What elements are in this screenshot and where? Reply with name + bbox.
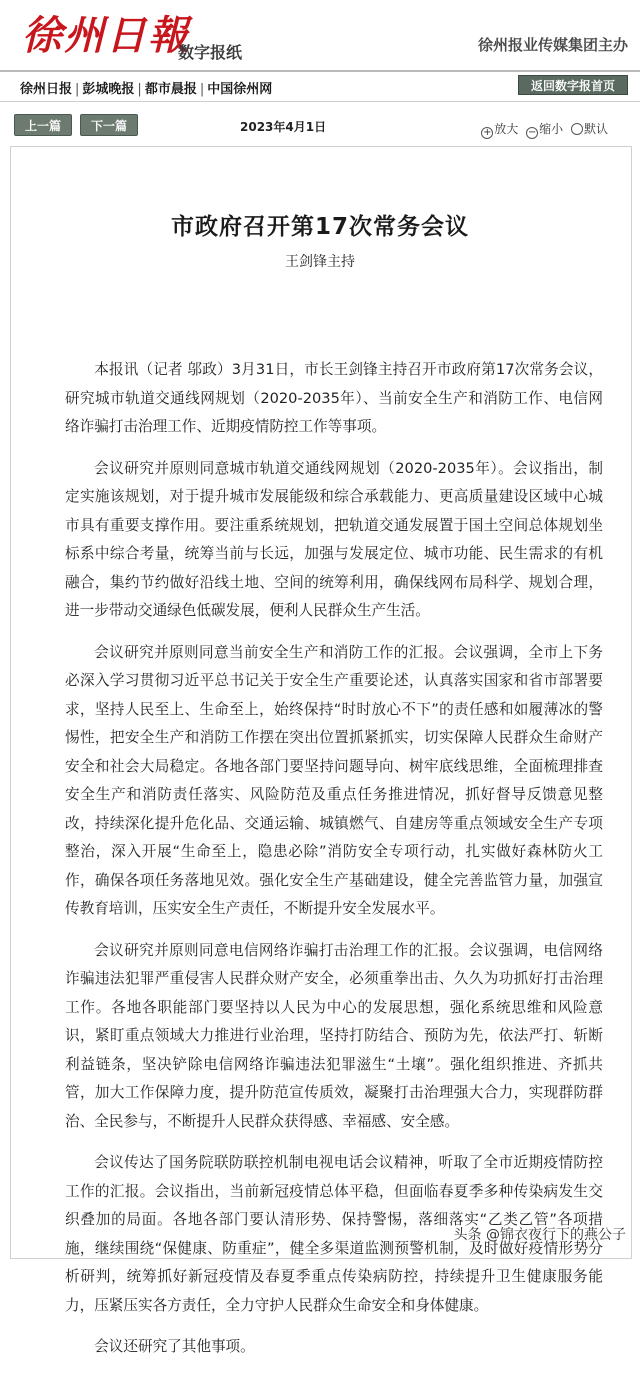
nav-link-city-morning[interactable]: 都市晨报 bbox=[144, 82, 197, 97]
nav-link-pengcheng-evening[interactable]: 彭城晚报 bbox=[82, 82, 135, 97]
article-paragraph: 会议还研究了其他事项。 bbox=[94, 1338, 255, 1355]
nav-links bbox=[20, 78, 272, 97]
zoom-in-button[interactable] bbox=[481, 120, 518, 139]
nav-separator: | bbox=[137, 82, 142, 97]
back-to-home-button[interactable]: 返回数字报首页 bbox=[518, 75, 628, 95]
prev-article-button[interactable]: 上一篇 bbox=[14, 114, 72, 136]
zoom-in-label: 放大 bbox=[494, 122, 519, 136]
article-paragraph: 本报讯（记者 邬政）3月31日，市长王剑锋主持召开市政府第17次常务会议，研究城市轨道交通线网规划（2020-2035年）、当前安全生产和消防工作、电信网络诈骗打击治理工作、近期疫情防控工作等事项。 bbox=[65, 361, 603, 435]
issue-date: 2023年4月1日 bbox=[240, 120, 327, 134]
article-paragraph: 会议研究并原则同意电信网络诈骗打击治理工作的汇报。会议强调，电信网络诈骗违法犯罪严重侵害人民群众财产安全，必须重拳出击、久久为功抓好打击治理工作。各地各职能部门要坚持以人民为中心的发展思想，强化系统思维和风险意识，紧盯重点领域大力推进行业治理，坚持打防结合、预防为先，依法严打、斩断利益链条，坚决铲除电信网络诈骗违法犯罪滋生“土壤”。强化组织推进、齐抓共管，加大工作保障力度，提升防范宣传质效，凝聚打击治理强大合力，实现群防群治、全民参与，不断提升人民群众获得感、幸福感、安全感。 bbox=[65, 941, 603, 1130]
article-body bbox=[65, 356, 603, 1375]
nav-link-xuzhou-daily[interactable]: 徐州日报 bbox=[20, 82, 73, 97]
minus-icon: − bbox=[527, 127, 537, 138]
zoom-out-label: 缩小 bbox=[539, 122, 564, 136]
source-watermark: 头条 @锦衣夜行下的燕公子 bbox=[453, 1227, 626, 1243]
nav-separator: | bbox=[199, 82, 205, 97]
masthead bbox=[0, 0, 640, 72]
nav-separator: | bbox=[75, 82, 80, 97]
article-toolbar bbox=[0, 104, 640, 146]
newspaper-logo[interactable]: 徐州日報 bbox=[22, 12, 190, 59]
article-paragraph: 会议研究并原则同意城市轨道交通线网规划（2020-2035年）。会议指出，制定实施该规划，对于提升城市发展能级和综合承载能力、更高质量建设区域中心城市具有重要支撑作用。要注重系统规划，把轨道交通发展置于国土空间总体规划坐标系中综合考量，统筹当前与长远，加强与发展定位、城市功能、民生需求的有机融合，集约节约做好沿线土地、空间的统筹利用，确保线网布局科学、规划合理，进一步带动交通绿色低碳发展，便利人民群众生产生活。 bbox=[65, 459, 603, 619]
reset-icon bbox=[571, 123, 583, 135]
site-nav bbox=[0, 74, 640, 100]
zoom-controls bbox=[477, 120, 608, 139]
zoom-default-label: 默认 bbox=[583, 122, 608, 136]
header-divider bbox=[0, 70, 640, 72]
nav-divider bbox=[0, 101, 640, 102]
zoom-default-button[interactable] bbox=[571, 120, 608, 137]
digital-edition-label: 数字报纸 bbox=[178, 43, 243, 62]
article-subtitle: 王剑锋主持 bbox=[285, 254, 355, 270]
next-article-button[interactable]: 下一篇 bbox=[80, 114, 138, 136]
article-paragraph: 会议传达了国务院联防联控机制电视电话会议精神，听取了全市近期疫情防控工作的汇报。会议指出，当前新冠疫情总体平稳，但面临春夏季多种传染病发生交织叠加的局面。各地各部门要认清形势、保持警惕，落细落实“乙类乙管”各项措施，继续围绕“保健康、防重症”，健全多渠道监测预警机制，及时做好疫情形势分析研判，统筹抓好新冠疫情及春夏季重点传染病防控，持续提升卫生健康服务能力，压紧压实各方责任，全力守护人民群众生命安全和身体健康。 bbox=[65, 1154, 603, 1314]
publisher-name: 徐州报业传媒集团主办 bbox=[477, 36, 628, 54]
plus-icon: + bbox=[483, 127, 492, 138]
zoom-out-button[interactable] bbox=[526, 120, 563, 139]
article-title: 市政府召开第17次常务会议 bbox=[170, 214, 469, 240]
article-paragraph: 会议研究并原则同意当前安全生产和消防工作的汇报。会议强调，全市上下务必深入学习贯彻习近平总书记关于安全生产重要论述，认真落实国家和省市部署要求，坚持人民至上、生命至上，始终保持“时时放心不下”的责任感和如履薄冰的警惕性，把安全生产和消防工作摆在突出位置抓紧抓实，切实保障人民群众生命财产安全和社会大局稳定。各地各部门要坚持问题导向、树牢底线思维，全面梳理排查安全生产和消防责任落实、风险防范及重点任务推进情况，抓好督导反馈意见整改，持续深化提升危化品、交通运输、城镇燃气、自建房等重点领域安全生产专项整治，深入开展“生命至上，隐患必除”消防安全专项行动，扎实做好森林防火工作，确保各项任务落地见效。强化安全生产基础建设，健全完善监管力量，加强宣传教育培训，压实安全生产责任，不断提升安全发展水平。 bbox=[65, 643, 603, 917]
nav-link-china-xuzhou[interactable]: 中国徐州网 bbox=[207, 82, 273, 97]
